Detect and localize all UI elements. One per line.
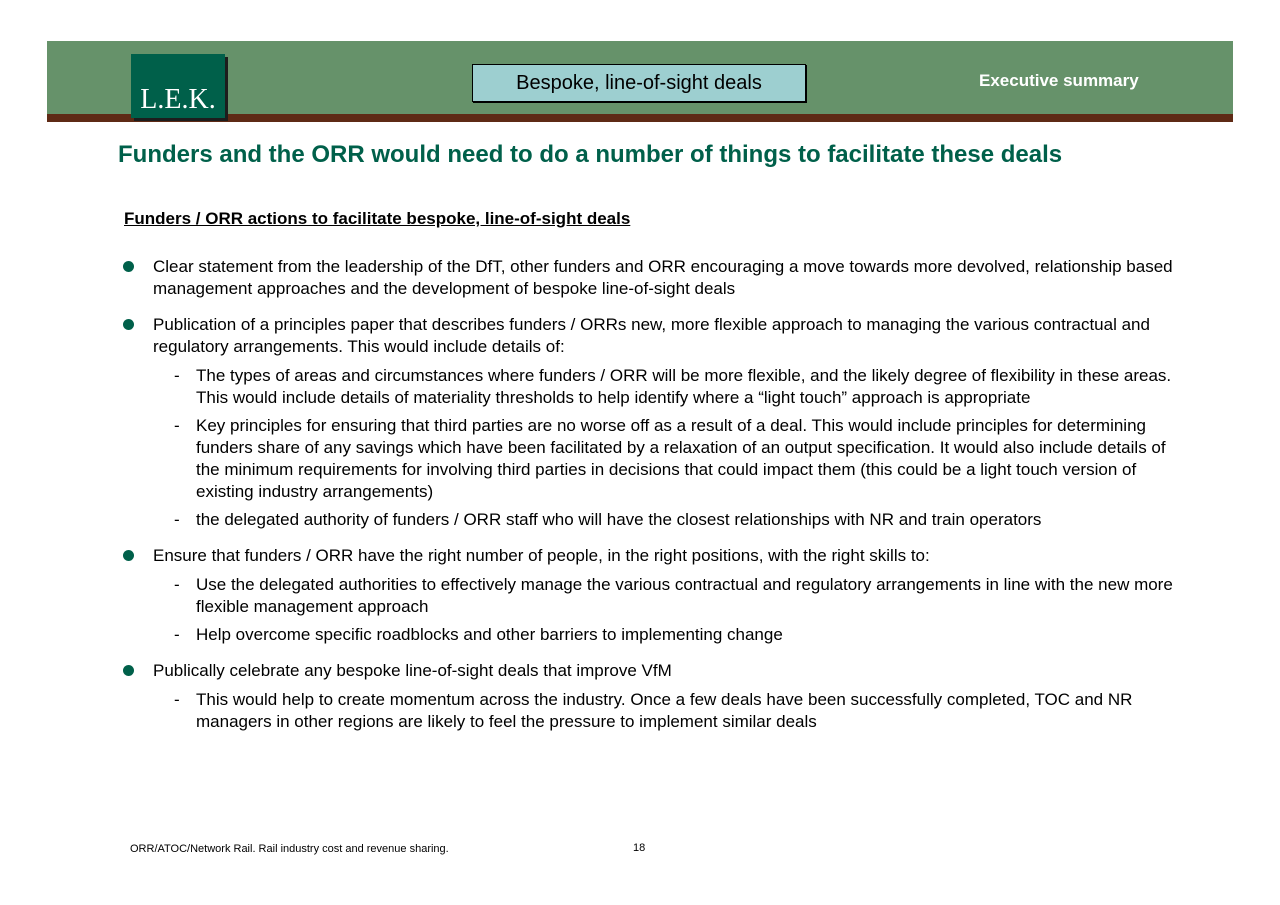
sub-bullet-text: the delegated authority of funders / ORR staff who will have the closest relationships with NR and train operators	[196, 510, 1042, 529]
bullet-dot-icon	[123, 550, 134, 561]
bullet-dot-icon	[123, 261, 134, 272]
sub-bullet-list	[153, 574, 1178, 646]
dash-icon: -	[174, 366, 180, 385]
sub-bullet-text: Key principles for ensuring that third parties are no worse off as a result of a deal. This would include principles for determining funders share of any savings which have been facilitated by a relaxation of an output specification. It would also include details of the minimum requirements for involving third parties in decisions that could impact them (this could be a light touch version of existing industry arrangements)	[196, 416, 1166, 501]
sub-bullet-list	[153, 365, 1178, 531]
sub-bullet-text: This would help to create momentum across the industry. Once a few deals have been successfully completed, TOC and NR managers in other regions are likely to feel the pressure to implement similar deals	[196, 690, 1133, 731]
bullet-text: Publication of a principles paper that describes funders / ORRs new, more flexible approach to managing the various contractual and regulatory arrangements. This would include details of:	[153, 315, 1150, 356]
bullet-item	[118, 256, 1178, 300]
bullet-dot-icon	[123, 319, 134, 330]
page-number: 18	[633, 842, 646, 854]
section-label: Executive summary	[979, 71, 1139, 90]
bullet-text: Publically celebrate any bespoke line-of-sight deals that improve VfM	[153, 661, 672, 680]
bullet-list	[118, 256, 1178, 747]
footer-source: ORR/ATOC/Network Rail. Rail industry cost and revenue sharing.	[130, 843, 449, 855]
page-title: Funders and the ORR would need to do a number of things to facilitate these deals	[118, 141, 1063, 168]
bullet-item	[118, 660, 1178, 733]
bullet-text: Clear statement from the leadership of the DfT, other funders and ORR encouraging a move towards more devolved, relationship based management approaches and the development of bespoke line-of-sight deals	[153, 257, 1173, 298]
bullet-text: Ensure that funders / ORR have the right number of people, in the right positions, with the right skills to:	[153, 546, 930, 565]
bullet-item	[118, 314, 1178, 531]
logo-text: L.E.K.	[140, 84, 216, 115]
dash-icon: -	[174, 510, 180, 529]
sub-bullet-text: Use the delegated authorities to effectively manage the various contractual and regulatory arrangements in line with the new more flexible management approach	[196, 575, 1173, 616]
sub-bullet-text: Help overcome specific roadblocks and other barriers to implementing change	[196, 625, 783, 644]
dash-icon: -	[174, 625, 180, 644]
sub-bullet-item	[118, 365, 1178, 409]
bullet-item	[118, 545, 1178, 646]
dash-icon: -	[174, 416, 180, 435]
sub-bullet-item	[118, 509, 1178, 531]
sub-bullet-item	[118, 689, 1178, 733]
sub-bullet-item	[118, 415, 1178, 503]
sub-bullet-item	[118, 574, 1178, 618]
lek-logo	[131, 54, 225, 118]
sub-bullet-item	[118, 624, 1178, 646]
dash-icon: -	[174, 690, 180, 709]
section-tag: Bespoke, line-of-sight deals	[472, 64, 806, 102]
sub-bullet-list	[153, 689, 1178, 733]
sub-bullet-text: The types of areas and circumstances where funders / ORR will be more flexible, and the likely degree of flexibility in these areas. This would include details of materiality thresholds to help identify where a “light touch” approach is appropriate	[196, 366, 1172, 407]
dash-icon: -	[174, 575, 180, 594]
page-subtitle: Funders / ORR actions to facilitate bespoke, line-of-sight deals	[124, 209, 631, 228]
bullet-dot-icon	[123, 665, 134, 676]
